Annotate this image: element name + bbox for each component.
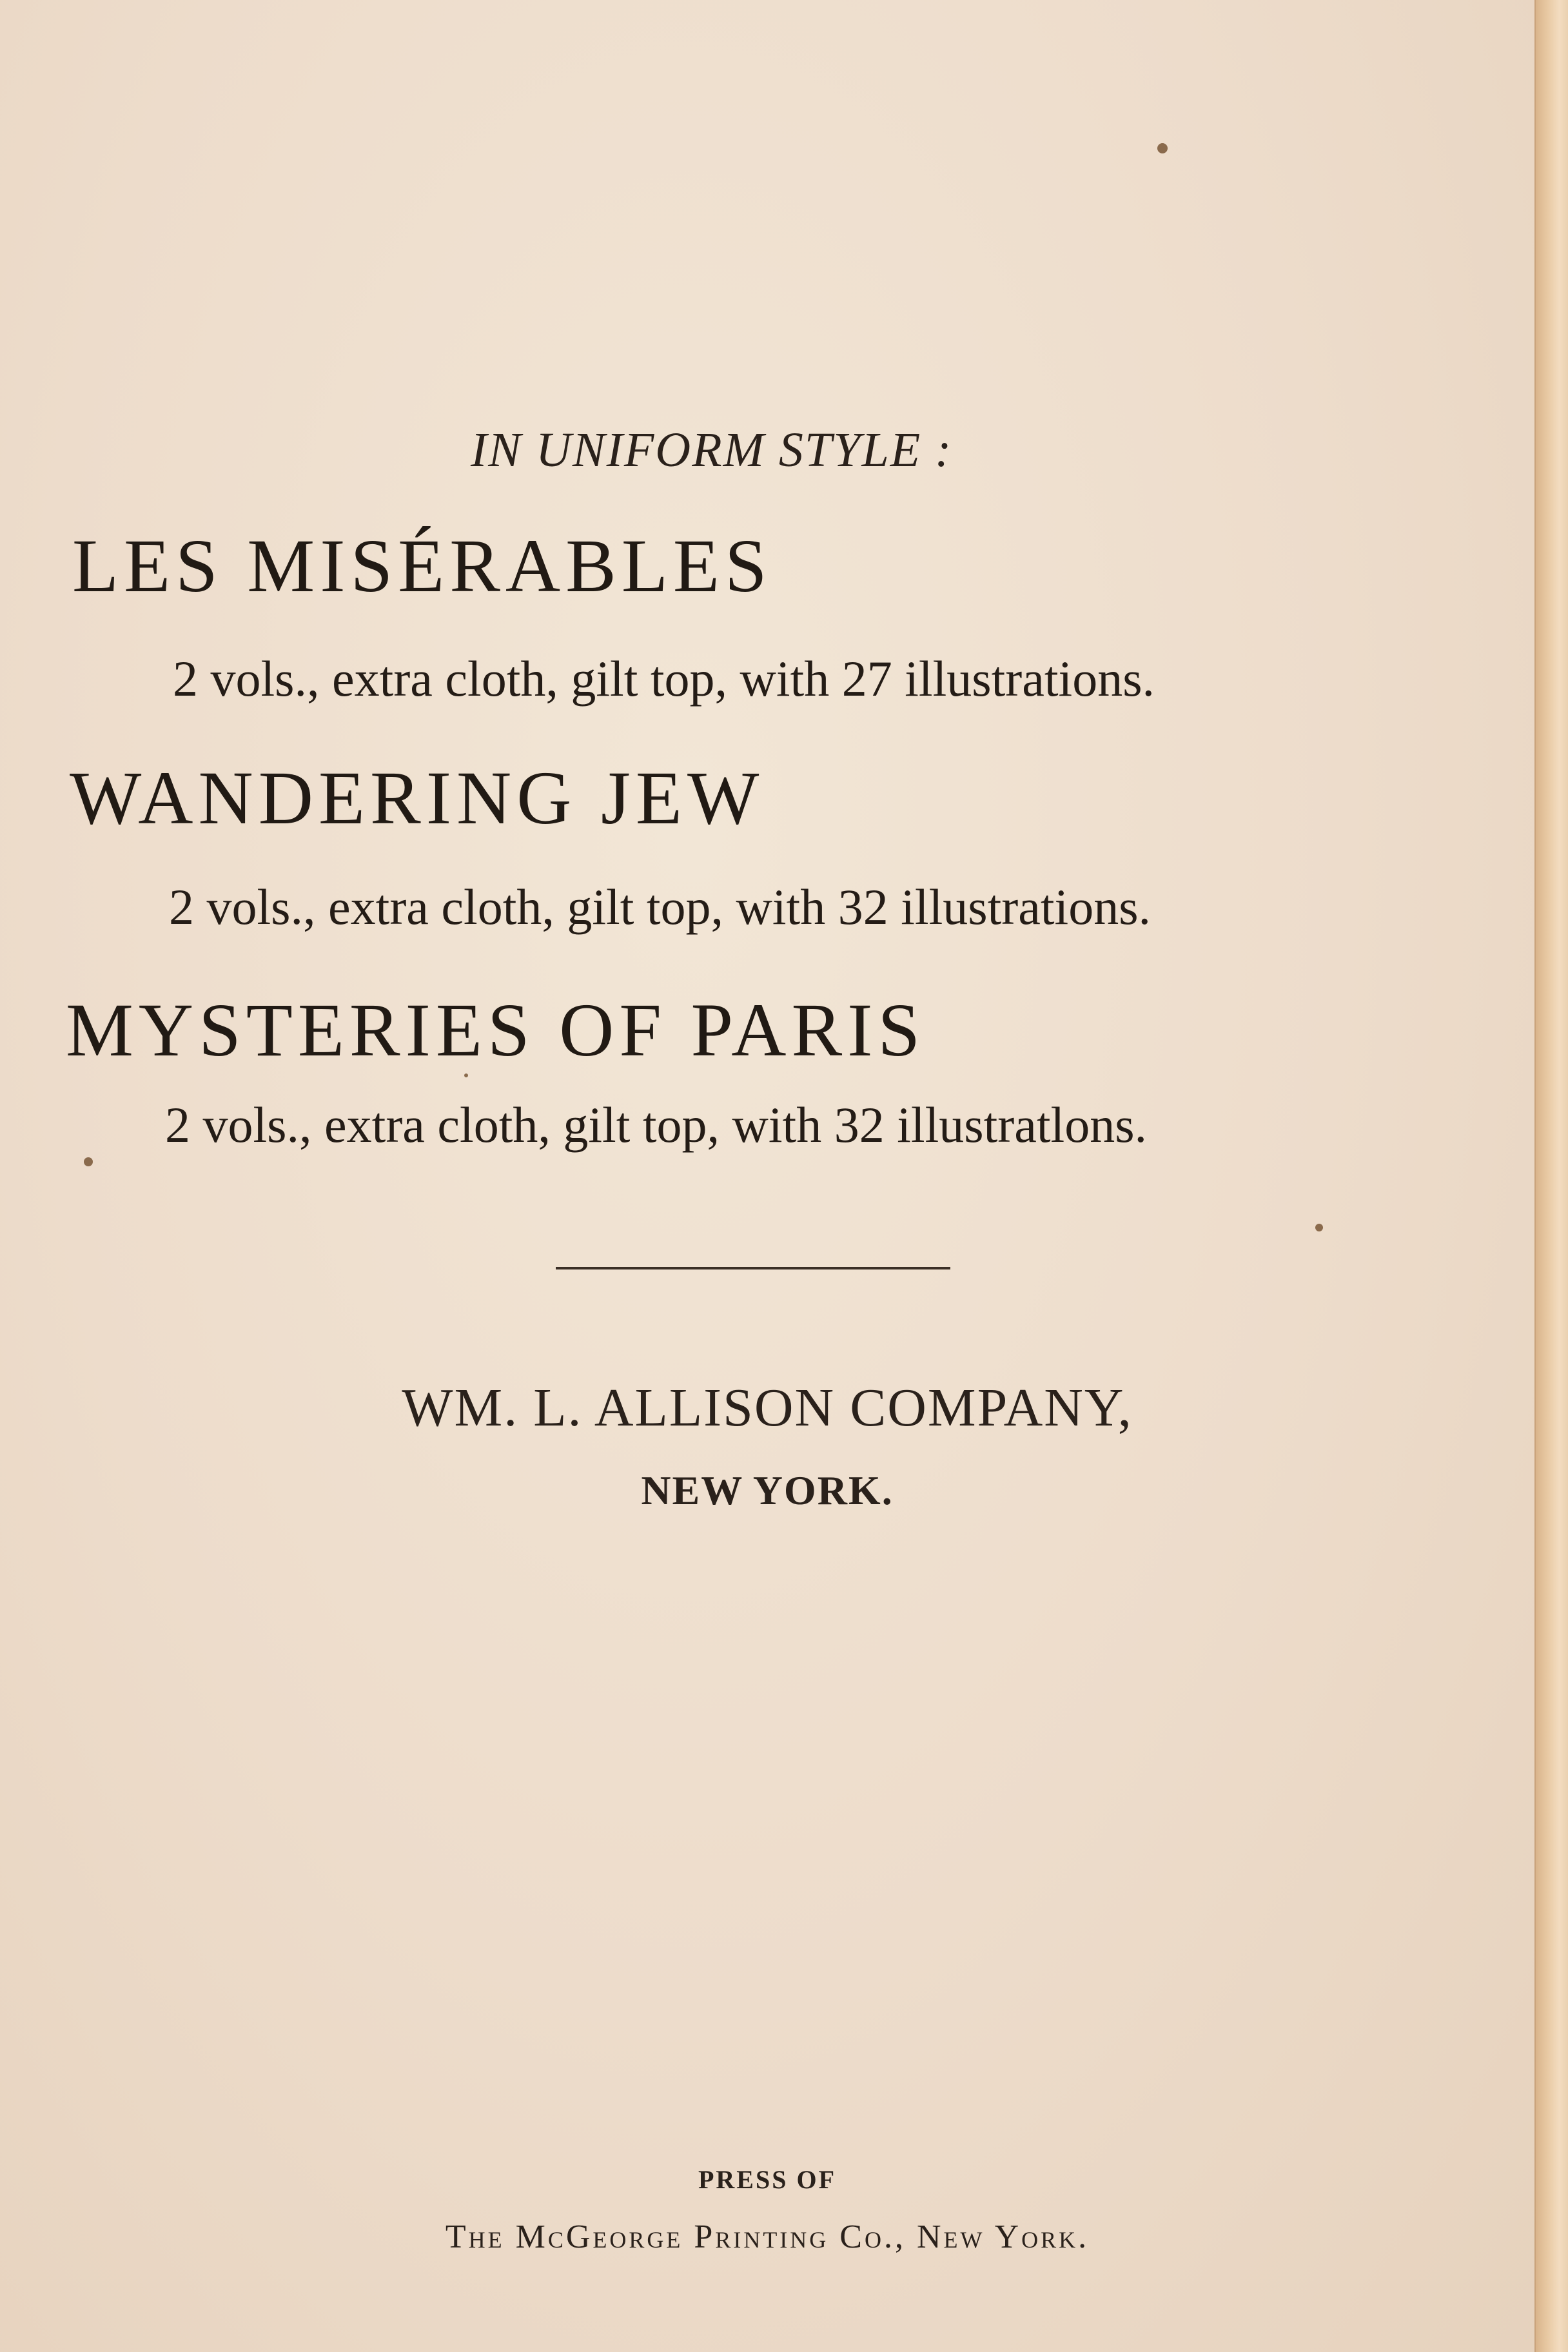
book-title-mysteries-of-paris: MYSTERIES OF PARIS <box>66 988 926 1072</box>
publisher-city: NEW YORK. <box>641 1467 894 1513</box>
divider-rule <box>556 1267 950 1269</box>
page-edge <box>1534 0 1568 2352</box>
book-description-wandering-jew: 2 vols., extra cloth, gilt top, with 32 illustrations. <box>169 879 1152 935</box>
book-description-mysteries-of-paris: 2 vols., extra cloth, gilt top, with 32 illustratlons. <box>165 1097 1148 1153</box>
series-heading: IN UNIFORM STYLE : <box>471 423 953 477</box>
book-title-les-miserables: LES MISÉRABLES <box>72 524 772 608</box>
printer-imprint: The McGeorge Printing Co., New York. <box>445 2219 1090 2255</box>
paper-speck <box>1157 143 1168 153</box>
paper-speck <box>1315 1224 1323 1231</box>
paper-speck <box>84 1157 93 1166</box>
publisher-name: WM. L. ALLISON COMPANY, <box>402 1378 1133 1438</box>
book-description-les-miserables: 2 vols., extra cloth, gilt top, with 27 illustrations. <box>173 651 1155 707</box>
press-of-label: PRESS OF <box>698 2165 837 2194</box>
book-title-wandering-jew: WANDERING JEW <box>70 756 765 840</box>
